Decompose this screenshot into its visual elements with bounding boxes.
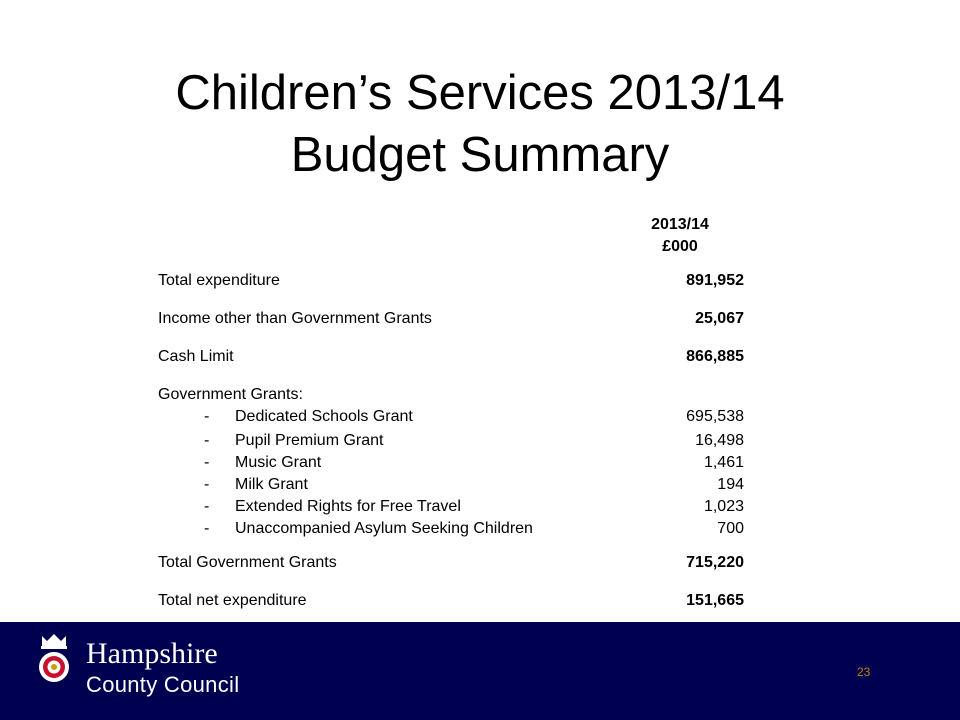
row-pupil-premium-grant — [158, 430, 758, 452]
row-value: 715,220 — [686, 554, 744, 571]
title-line-1: Children’s Services 2013/14 — [175, 66, 785, 120]
row-label: Unaccompanied Asylum Seeking Children — [235, 520, 533, 537]
row-extended-rights — [158, 496, 758, 518]
slide-title — [0, 62, 960, 186]
row-label: Government Grants: — [158, 386, 303, 403]
row-cash-limit — [158, 346, 758, 368]
page-number: 23 — [857, 665, 871, 679]
row-income-other — [158, 308, 758, 330]
bullet-dash: - — [204, 498, 210, 515]
bullet-dash: - — [204, 408, 210, 425]
row-dedicated-schools-grant — [158, 406, 758, 428]
row-total-expenditure — [158, 270, 758, 292]
row-value: 25,067 — [695, 310, 744, 327]
row-total-net-expenditure — [158, 590, 758, 612]
row-label: Total expenditure — [158, 272, 280, 289]
row-value: 891,952 — [686, 272, 744, 289]
column-header-year: 2013/14 — [651, 216, 709, 233]
row-value: 695,538 — [686, 408, 744, 425]
bullet-dash: - — [204, 520, 210, 537]
row-label: Music Grant — [235, 454, 322, 471]
row-label: Cash Limit — [158, 348, 234, 365]
bullet-dash: - — [204, 454, 210, 471]
row-label: Extended Rights for Free Travel — [235, 498, 461, 515]
row-value: 151,665 — [686, 592, 744, 609]
row-government-grants-heading — [158, 384, 758, 406]
brand-name-line-1: Hampshire — [86, 637, 218, 670]
row-value: 700 — [717, 520, 744, 537]
bullet-dash: - — [204, 432, 210, 449]
row-value: 1,461 — [703, 454, 744, 471]
row-milk-grant — [158, 474, 758, 496]
row-unaccompanied-asylum — [158, 518, 758, 540]
row-label: Income other than Government Grants — [158, 310, 432, 327]
row-value: 866,885 — [686, 348, 744, 365]
row-music-grant — [158, 452, 758, 474]
column-header-unit: £000 — [662, 238, 698, 255]
row-label: Milk Grant — [235, 476, 308, 493]
brand-name-line-2: County Council — [86, 672, 240, 697]
row-value: 16,498 — [695, 432, 744, 449]
title-line-2: Budget Summary — [290, 128, 670, 182]
hampshire-crest-icon — [34, 632, 74, 688]
row-value: 1,023 — [703, 498, 744, 515]
bullet-dash: - — [204, 476, 210, 493]
row-total-government-grants — [158, 552, 758, 574]
row-label: Total Government Grants — [158, 554, 337, 571]
row-label: Dedicated Schools Grant — [235, 408, 413, 425]
row-label: Pupil Premium Grant — [235, 432, 384, 449]
row-label: Total net expenditure — [158, 592, 307, 609]
row-value: 194 — [717, 476, 744, 493]
